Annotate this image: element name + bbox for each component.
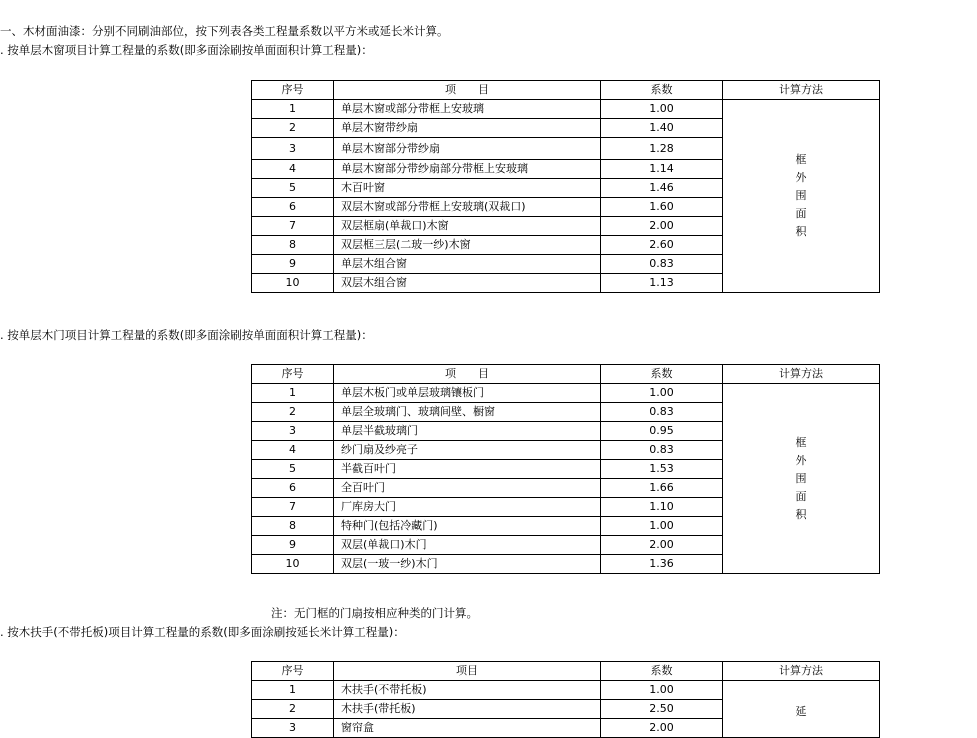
row-coef: 0.83	[601, 255, 723, 274]
table-row	[252, 384, 880, 403]
row-item: 双层木窗或部分带框上安玻璃(双裁口)	[334, 198, 601, 217]
table-header-row	[252, 365, 880, 384]
method-text: 框外围面积	[795, 153, 807, 238]
method-cell	[723, 100, 880, 293]
row-coef: 1.60	[601, 198, 723, 217]
row-coef: 2.60	[601, 236, 723, 255]
row-no: 8	[252, 517, 334, 536]
row-coef: 1.00	[601, 384, 723, 403]
method-cell	[723, 384, 880, 574]
row-item: 双层木组合窗	[334, 274, 601, 293]
row-item: 木百叶窗	[334, 179, 601, 198]
row-coef: 0.83	[601, 441, 723, 460]
row-coef: 2.50	[601, 700, 723, 719]
method-text: 延	[795, 705, 807, 718]
row-no: 9	[252, 536, 334, 555]
row-item: 单层木窗带纱扇	[334, 119, 601, 138]
header-coef: 系数	[601, 365, 723, 384]
row-coef: 2.00	[601, 536, 723, 555]
row-coef: 1.00	[601, 681, 723, 700]
row-coef: 1.66	[601, 479, 723, 498]
row-no: 2	[252, 403, 334, 422]
row-item: 特种门(包括冷藏门)	[334, 517, 601, 536]
section-intro: 一、木材面油漆：分别不同刷油部位，按下列表各类工程量系数以平方米或延长米计算。	[0, 24, 449, 38]
row-item: 单层全玻璃门、玻璃间壁、橱窗	[334, 403, 601, 422]
row-coef: 2.00	[601, 719, 723, 738]
header-no: 序号	[252, 365, 334, 384]
header-item: 项 目	[334, 365, 601, 384]
handrail-coefficient-table	[251, 661, 880, 738]
header-method: 计算方法	[723, 662, 880, 681]
row-item: 全百叶门	[334, 479, 601, 498]
row-coef: 1.10	[601, 498, 723, 517]
row-coef: 0.83	[601, 403, 723, 422]
method-cell	[723, 681, 880, 738]
door-note: 注：无门框的门扇按相应种类的门计算。	[271, 606, 478, 620]
row-item: 厂库房大门	[334, 498, 601, 517]
header-item: 项 目	[334, 81, 601, 100]
table-header-row	[252, 662, 880, 681]
row-item: 双层(单裁口)木门	[334, 536, 601, 555]
row-item: 纱门扇及纱亮子	[334, 441, 601, 460]
table-row	[252, 100, 880, 119]
caption-window: . 按单层木窗项目计算工程量的系数(即多面涂刷按单面面积计算工程量)：	[0, 43, 373, 57]
row-item: 单层木窗或部分带框上安玻璃	[334, 100, 601, 119]
row-item: 半截百叶门	[334, 460, 601, 479]
caption-handrail: . 按木扶手(不带托板)项目计算工程量的系数(即多面涂刷按延长米计算工程量)：	[0, 625, 405, 639]
door-coefficient-table	[251, 364, 880, 574]
row-item: 单层木窗部分带纱扇	[334, 138, 601, 160]
row-no: 3	[252, 422, 334, 441]
row-no: 7	[252, 498, 334, 517]
row-no: 5	[252, 460, 334, 479]
row-no: 1	[252, 681, 334, 700]
header-no: 序号	[252, 662, 334, 681]
header-method: 计算方法	[723, 81, 880, 100]
table-header-row	[252, 81, 880, 100]
row-coef: 1.28	[601, 138, 723, 160]
row-item: 双层框三层(二玻一纱)木窗	[334, 236, 601, 255]
row-no: 3	[252, 719, 334, 738]
row-no: 10	[252, 555, 334, 574]
row-no: 8	[252, 236, 334, 255]
row-no: 2	[252, 700, 334, 719]
row-coef: 0.95	[601, 422, 723, 441]
row-no: 1	[252, 384, 334, 403]
row-item: 木扶手(带托板)	[334, 700, 601, 719]
header-method: 计算方法	[723, 365, 880, 384]
row-item: 双层(一玻一纱)木门	[334, 555, 601, 574]
row-item: 单层半截玻璃门	[334, 422, 601, 441]
table-row	[252, 681, 880, 700]
row-no: 2	[252, 119, 334, 138]
row-no: 6	[252, 198, 334, 217]
row-coef: 1.14	[601, 160, 723, 179]
row-item: 单层木窗部分带纱扇部分带框上安玻璃	[334, 160, 601, 179]
row-coef: 1.00	[601, 100, 723, 119]
row-coef: 1.40	[601, 119, 723, 138]
header-coef: 系数	[601, 81, 723, 100]
row-no: 4	[252, 160, 334, 179]
method-text: 框外围面积	[795, 435, 807, 521]
row-coef: 1.13	[601, 274, 723, 293]
row-no: 4	[252, 441, 334, 460]
row-coef: 1.53	[601, 460, 723, 479]
row-coef: 1.36	[601, 555, 723, 574]
row-item: 木扶手(不带托板)	[334, 681, 601, 700]
row-no: 1	[252, 100, 334, 119]
header-item: 项目	[334, 662, 601, 681]
row-no: 6	[252, 479, 334, 498]
row-no: 5	[252, 179, 334, 198]
row-coef: 1.00	[601, 517, 723, 536]
row-item: 双层框扇(单裁口)木窗	[334, 217, 601, 236]
row-no: 3	[252, 138, 334, 160]
row-item: 窗帘盒	[334, 719, 601, 738]
row-coef: 1.46	[601, 179, 723, 198]
row-no: 7	[252, 217, 334, 236]
row-coef: 2.00	[601, 217, 723, 236]
row-no: 10	[252, 274, 334, 293]
row-no: 9	[252, 255, 334, 274]
header-coef: 系数	[601, 662, 723, 681]
window-coefficient-table	[251, 80, 880, 293]
header-no: 序号	[252, 81, 334, 100]
row-item: 单层木板门或单层玻璃镶板门	[334, 384, 601, 403]
caption-door: . 按单层木门项目计算工程量的系数(即多面涂刷按单面面积计算工程量)：	[0, 328, 373, 342]
row-item: 单层木组合窗	[334, 255, 601, 274]
